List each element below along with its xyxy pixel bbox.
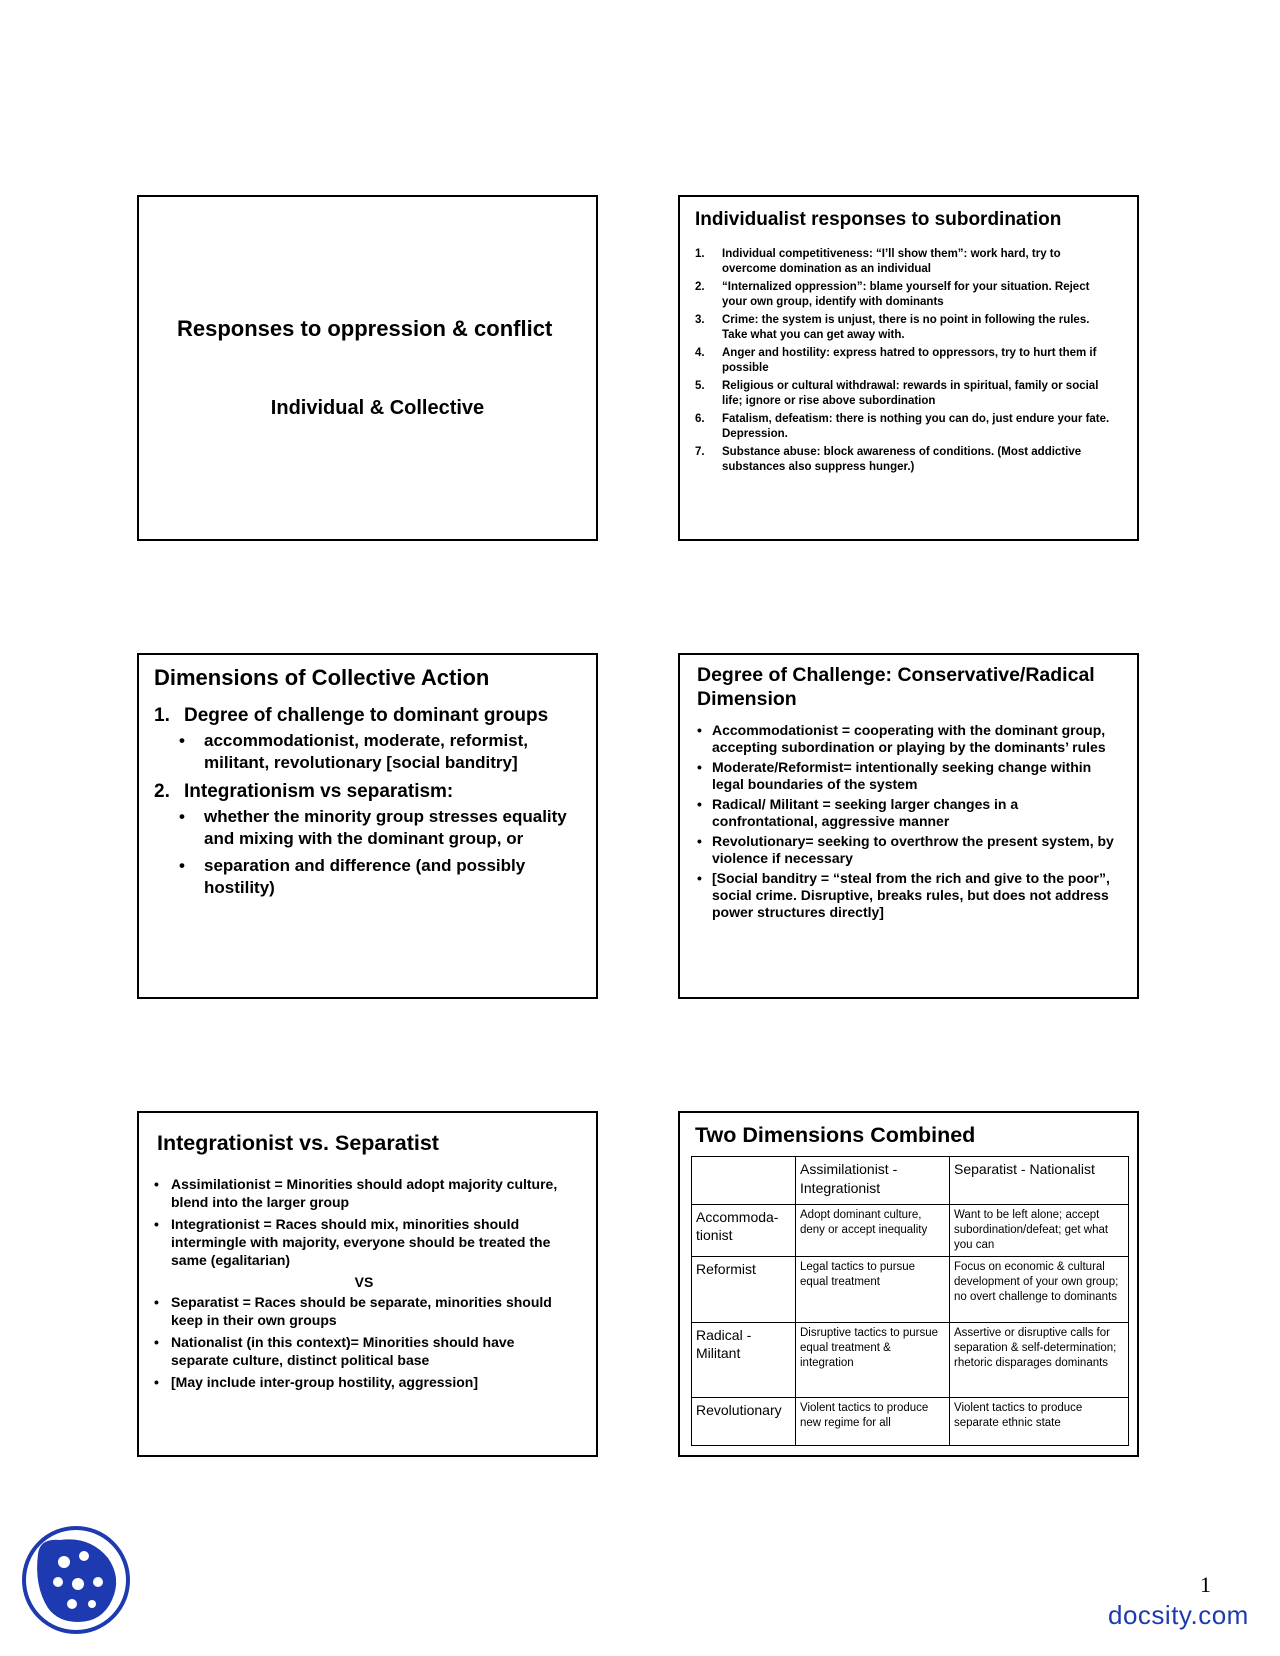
list-item-text: “Internalized oppression”: blame yourself for your situation. Reject your own group, identify with dominants (722, 281, 1090, 308)
slide-heading: Two Dimensions Combined (695, 1123, 976, 1147)
list-number: 6. (695, 413, 705, 425)
list-number: 7. (695, 446, 705, 458)
list-item (154, 1333, 574, 1369)
bullet-icon: • (154, 1176, 159, 1192)
row-header: Radical - Militant (692, 1323, 796, 1398)
sub-list-item (154, 730, 574, 774)
list-item (154, 1373, 574, 1391)
docsity-logo-icon (20, 1524, 132, 1636)
table-cell: Adopt dominant culture, deny or accept inequality (796, 1205, 950, 1257)
brand-link[interactable]: docsity.com (1108, 1600, 1249, 1630)
list-item (695, 379, 1115, 409)
list-item (697, 870, 1117, 921)
bullet-icon: • (179, 856, 185, 875)
list-number: 2. (695, 281, 705, 293)
table-cell: Legal tactics to pursue equal treatment (796, 1257, 950, 1323)
list-item (695, 247, 1115, 277)
slide-body (154, 703, 574, 904)
list-item (695, 313, 1115, 343)
list-item (695, 280, 1115, 310)
slide-title (137, 195, 598, 541)
bullet-list (697, 722, 1117, 924)
bullet-icon: • (697, 870, 702, 886)
list-item (697, 796, 1117, 830)
table-row (692, 1323, 1129, 1398)
list-item-text: [May include inter-group hostility, aggression] (171, 1374, 478, 1390)
slide-degree-of-challenge (678, 653, 1139, 999)
list-item-text: Revolutionary= seeking to overthrow the present system, by violence if necessary (712, 833, 1114, 866)
list-number: 4. (695, 347, 705, 359)
table-header-row (692, 1157, 1129, 1205)
bullet-icon: • (179, 731, 185, 750)
list-item (695, 346, 1115, 376)
slide-individualist-responses (678, 195, 1139, 541)
row-header: Reformist (692, 1257, 796, 1323)
list-item (154, 779, 574, 804)
numbered-list (695, 247, 1115, 478)
slide-heading: Dimensions of Collective Action (154, 665, 490, 690)
list-number: 5. (695, 380, 705, 392)
list-item-text: Assimilationist = Minorities should adopt majority culture, blend into the larger group (171, 1176, 558, 1210)
list-item (154, 1293, 574, 1329)
table-cell: Disruptive tactics to pursue equal treatment & integration (796, 1323, 950, 1398)
list-item-text: Accommodationist = cooperating with the dominant group, accepting subordination or playing by the dominants’ rules (712, 722, 1106, 755)
page-number: 1 (1200, 1572, 1211, 1597)
column-header: Separatist - Nationalist (950, 1157, 1129, 1205)
list-item (695, 445, 1115, 475)
list-item-text: Crime: the system is unjust, there is no point in following the rules. Take what you can get away with. (722, 314, 1090, 341)
list-item (154, 703, 574, 728)
list-item (154, 1175, 574, 1211)
table-row (692, 1398, 1129, 1446)
slide-heading: Degree of Challenge: Conservative/Radical Dimension (697, 664, 1095, 710)
slide-title-subtitle: Individual & Collective (270, 397, 485, 419)
list-number: 3. (695, 314, 705, 326)
bullet-icon: • (697, 759, 702, 775)
bullet-icon: • (154, 1216, 159, 1232)
table-corner-cell (692, 1157, 796, 1205)
bullet-icon: • (697, 833, 702, 849)
list-number: 1. (154, 705, 170, 726)
list-item (697, 759, 1117, 793)
table-cell: Assertive or disruptive calls for separation & self-determination; rhetoric disparages dominants (950, 1323, 1129, 1398)
row-header: Revolutionary (692, 1398, 796, 1446)
sub-list-item (154, 806, 574, 850)
list-item-text: Religious or cultural withdrawal: rewards in spiritual, family or social life; ignore or rise above subordination (722, 380, 1099, 407)
table-row (692, 1257, 1129, 1323)
list-item-text: Anger and hostility: express hatred to oppressors, try to hurt them if possible (722, 347, 1097, 374)
column-header: Assimilationist - Integrationist (796, 1157, 950, 1205)
vs-label: VS (354, 1274, 374, 1290)
list-item-text: Integrationist = Races should mix, minorities should intermingle with majority, everyone should be treated the same (egalitarian) (171, 1216, 551, 1268)
list-number: 2. (154, 781, 170, 802)
list-item-text: [Social banditry = “steal from the rich and give to the poor”, social crime. Disruptive, breaks rules, but does not address power structures directly] (712, 870, 1110, 920)
slide-heading: Integrationist vs. Separatist (157, 1131, 439, 1155)
list-item-text: Radical/ Militant = seeking larger changes in a confrontational, aggressive manner (712, 796, 1019, 829)
slide-heading: Individualist responses to subordination (695, 209, 1062, 230)
bullet-icon: • (697, 722, 702, 738)
list-item (154, 1215, 574, 1269)
list-item-text: Separatist = Races should be separate, minorities should keep in their own groups (171, 1294, 552, 1328)
table-cell: Want to be left alone; accept subordination/defeat; get what you can (950, 1205, 1129, 1257)
bullet-icon: • (154, 1374, 159, 1390)
table-cell: Focus on economic & cultural development of your own group; no overt challenge to dominants (950, 1257, 1129, 1323)
list-item (695, 412, 1115, 442)
table-row (692, 1205, 1129, 1257)
table-cell: Violent tactics to produce new regime for all (796, 1398, 950, 1446)
list-item-text: Integrationism vs separatism: (184, 781, 454, 802)
bullet-icon: • (697, 796, 702, 812)
list-item-text: Fatalism, defeatism: there is nothing you can do, just endure your fate. Depression. (722, 413, 1110, 440)
bullet-icon: • (154, 1334, 159, 1350)
slide-dimensions-collective-action (137, 653, 598, 999)
list-item (697, 833, 1117, 867)
sub-list-item (154, 855, 574, 899)
list-item-text: Degree of challenge to dominant groups (184, 705, 549, 726)
list-item-text: Nationalist (in this context)= Minorities should have separate culture, distinct political base (171, 1334, 515, 1368)
sub-list-item-text: whether the minority group stresses equality and mixing with the dominant group, or (204, 807, 567, 848)
slide-integrationist-vs-separatist (137, 1111, 598, 1457)
slide-two-dimensions-combined (678, 1111, 1139, 1457)
list-item-text: Moderate/Reformist= intentionally seeking change within legal boundaries of the system (712, 759, 1092, 792)
table-cell: Violent tactics to produce separate ethnic state (950, 1398, 1129, 1446)
list-number: 1. (695, 248, 705, 260)
dimensions-table (691, 1156, 1129, 1446)
bullet-icon: • (179, 807, 185, 826)
bullet-list (154, 1175, 574, 1395)
list-item (697, 722, 1117, 756)
bullet-icon: • (154, 1294, 159, 1310)
sub-list-item-text: accommodationist, moderate, reformist, militant, revolutionary [social banditry] (204, 731, 529, 772)
row-header: Accommoda-tionist (692, 1205, 796, 1257)
list-item-text: Substance abuse: block awareness of conditions. (Most addictive substances also suppress hunger.) (722, 446, 1082, 473)
sub-list-item-text: separation and difference (and possibly hostility) (204, 856, 526, 897)
list-item-text: Individual competitiveness: “I’ll show them”: work hard, try to overcome domination as an individual (722, 248, 1061, 275)
slide-title-heading: Responses to oppression & conflict (177, 316, 553, 341)
